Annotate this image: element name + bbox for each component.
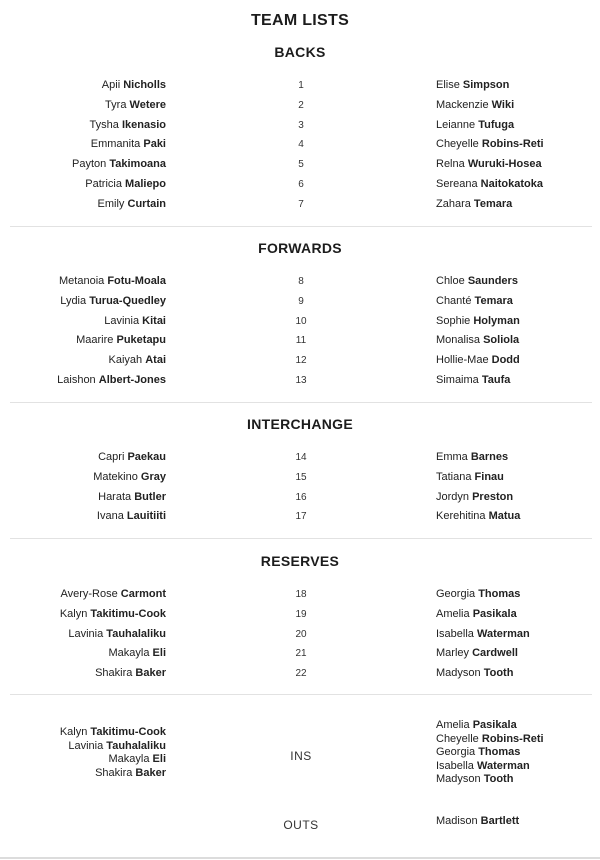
home-player[interactable]: Emily Curtain (97, 197, 166, 210)
home-player[interactable]: Lydia Turua-Quedley (60, 294, 166, 307)
table-row (0, 292, 600, 312)
home-player[interactable]: Makayla Eli (108, 647, 166, 660)
ins-home-player[interactable]: Lavinia Tauhalaliku (68, 739, 166, 752)
jersey-number: 10 (295, 315, 307, 327)
ins-away-player[interactable]: Cheyelle Robins-Reti (436, 732, 544, 745)
table-row (0, 76, 600, 96)
jersey-number: 6 (298, 178, 304, 190)
table-row (0, 155, 600, 175)
away-player[interactable]: Elise Simpson (436, 79, 510, 91)
away-player[interactable]: Jordyn Preston (436, 490, 514, 503)
jersey-number: 15 (295, 471, 307, 483)
table-row (0, 468, 600, 488)
jersey-number: 19 (295, 608, 307, 620)
jersey-number: 11 (295, 335, 307, 347)
section-divider (10, 226, 592, 227)
section-divider (10, 402, 592, 403)
jersey-number: 17 (295, 511, 307, 523)
table-row (0, 272, 600, 292)
home-player[interactable]: Laishon Albert-Jones (57, 373, 166, 386)
jersey-number: 16 (295, 491, 307, 503)
home-player[interactable]: Lavinia Kitai (104, 314, 166, 327)
table-row (0, 585, 600, 605)
outs-label: OUTS (283, 818, 319, 832)
jersey-number: 7 (298, 198, 304, 210)
home-player[interactable]: Avery-Rose Carmont (60, 588, 166, 600)
away-player[interactable]: Monalisa Soliola (436, 334, 520, 347)
jersey-number: 13 (295, 374, 307, 386)
home-player[interactable]: Maarire Puketapu (76, 334, 166, 347)
page-title: TEAM LISTS (250, 12, 350, 29)
home-player[interactable]: Tyra Wetere (105, 98, 166, 111)
table-row (0, 116, 600, 136)
jersey-number: 2 (298, 99, 304, 111)
jersey-number: 22 (295, 668, 307, 680)
jersey-number: 1 (298, 80, 304, 91)
away-player[interactable]: Marley Cardwell (436, 647, 518, 660)
outs-away-list (436, 815, 519, 827)
section-divider (10, 538, 592, 539)
home-player[interactable]: Emmanita Paki (90, 138, 166, 151)
table-row (0, 351, 600, 371)
ins-away-list (436, 719, 544, 787)
table-row (0, 195, 600, 215)
jersey-number: 3 (298, 119, 304, 131)
home-player[interactable]: Lavinia Tauhalaliku (68, 627, 166, 640)
home-player[interactable]: Metanoia Fotu-Moala (59, 275, 166, 287)
home-player[interactable]: Apii Nicholls (101, 79, 166, 91)
away-player[interactable]: Amelia Pasikala (436, 607, 517, 620)
section-rows (0, 272, 600, 391)
section-heading: INTERCHANGE (247, 416, 353, 432)
table-row (0, 644, 600, 664)
home-player[interactable]: Payton Takimoana (72, 158, 166, 171)
home-player[interactable]: Kalyn Takitimu-Cook (59, 607, 166, 620)
jersey-number: 4 (298, 139, 304, 151)
jersey-number: 8 (298, 276, 304, 287)
table-row (0, 605, 600, 625)
ins-away-player[interactable]: Georgia Thomas (436, 746, 521, 758)
ins-away-player[interactable]: Madyson Tooth (436, 773, 514, 785)
table-row (0, 507, 600, 527)
home-player[interactable]: Harata Butler (98, 490, 166, 503)
table-row (0, 331, 600, 351)
away-player[interactable]: Sereana Naitokatoka (436, 177, 544, 190)
ins-home-player[interactable]: Makayla Eli (108, 753, 166, 765)
home-player[interactable]: Capri Paekau (98, 451, 166, 463)
ins-home-player[interactable]: Shakira Baker (95, 766, 166, 779)
jersey-number: 20 (295, 628, 307, 640)
table-row (0, 664, 600, 684)
table-row (0, 312, 600, 332)
home-player[interactable]: Patricia Maliepo (85, 177, 166, 190)
away-player[interactable]: Relna Wuruki-Hosea (436, 158, 542, 171)
away-player[interactable]: Sophie Holyman (436, 314, 520, 327)
home-player[interactable]: Shakira Baker (95, 667, 166, 680)
ins-label: INS (290, 749, 312, 763)
table-row (0, 96, 600, 116)
away-player[interactable]: Hollie-Mae Dodd (436, 354, 520, 367)
home-player[interactable]: Matekino Gray (93, 470, 166, 483)
away-player[interactable]: Emma Barnes (436, 451, 509, 463)
home-player[interactable]: Kaiyah Atai (108, 354, 166, 367)
table-row (0, 371, 600, 391)
table-row (0, 488, 600, 508)
away-player[interactable]: Cheyelle Robins-Reti (436, 138, 544, 151)
away-player[interactable]: Simaima Taufa (436, 373, 511, 386)
jersey-number: 5 (298, 159, 304, 171)
jersey-number: 14 (295, 452, 307, 463)
table-row (0, 448, 600, 468)
away-player[interactable]: Madyson Tooth (436, 667, 514, 680)
home-player[interactable]: Tysha Ikenasio (89, 118, 166, 131)
section-heading: FORWARDS (258, 240, 342, 256)
table-row (0, 175, 600, 195)
section-rows (0, 448, 600, 527)
ins-home-list (60, 726, 166, 780)
home-player[interactable]: Ivana Lauitiiti (96, 510, 166, 523)
jersey-number: 12 (295, 355, 307, 367)
jersey-number: 21 (295, 648, 307, 660)
away-player[interactable]: Kerehitina Matua (436, 510, 521, 523)
section-rows (0, 585, 600, 684)
section-heading: RESERVES (260, 553, 340, 569)
ins-away-player[interactable]: Amelia Pasikala (436, 719, 517, 731)
away-player[interactable]: Chanté Temara (436, 294, 513, 307)
away-player[interactable]: Leianne Tufuga (436, 118, 515, 131)
section-heading: BACKS (274, 44, 326, 60)
jersey-number: 18 (295, 589, 307, 600)
ins-away-player[interactable]: Isabella Waterman (436, 759, 530, 772)
jersey-number: 9 (298, 295, 304, 307)
table-row (0, 135, 600, 155)
section-rows (0, 76, 600, 215)
away-player[interactable]: Mackenzie Wiki (436, 98, 515, 111)
table-row (0, 625, 600, 645)
away-player[interactable]: Zahara Temara (436, 197, 513, 210)
away-player[interactable]: Tatiana Finau (436, 470, 504, 483)
away-player[interactable]: Georgia Thomas (436, 588, 521, 600)
bottom-divider (0, 857, 600, 859)
outs-away-player[interactable]: Madison Bartlett (436, 815, 520, 827)
ins-home-player[interactable]: Kalyn Takitimu-Cook (59, 726, 166, 738)
away-player[interactable]: Chloe Saunders (436, 275, 518, 287)
section-divider (10, 694, 592, 695)
away-player[interactable]: Isabella Waterman (436, 627, 530, 640)
